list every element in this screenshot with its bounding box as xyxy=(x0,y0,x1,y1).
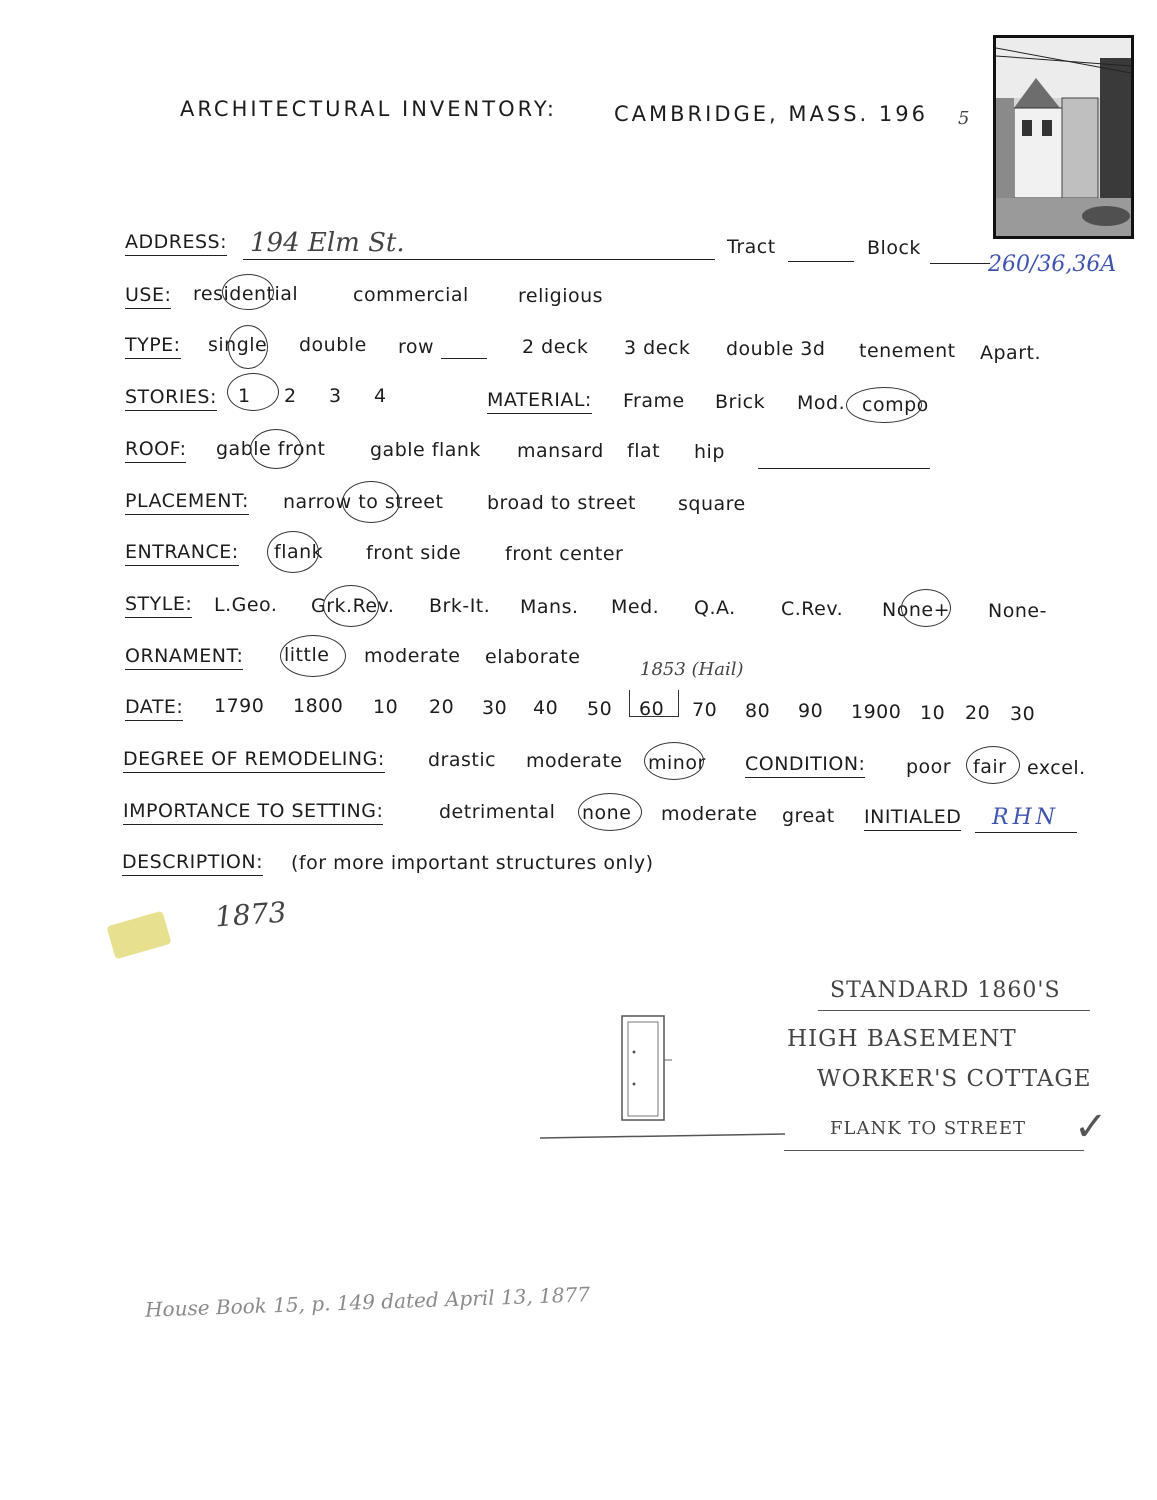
remodeling-minor: minor xyxy=(648,752,706,774)
placement-broad: broad to street xyxy=(487,492,637,514)
use-commercial: commercial xyxy=(353,284,469,306)
stories-4: 4 xyxy=(374,385,387,407)
style-grkrev-circle xyxy=(323,585,379,627)
style-none-plus: None+ xyxy=(882,599,950,621)
style-grkrev: Grk.Rev. xyxy=(311,595,395,617)
remodeling-selected-circle xyxy=(644,742,704,780)
date-1930: 30 xyxy=(1010,703,1036,725)
note-high-basement: HIGH BASEMENT xyxy=(787,1026,1017,1052)
house-illustration xyxy=(996,38,1131,236)
material-label: MATERIAL: xyxy=(487,389,592,414)
use-label: USE: xyxy=(125,284,171,309)
date-1790: 1790 xyxy=(214,695,265,717)
use-residential: residential xyxy=(193,283,299,305)
type-row-line xyxy=(441,358,487,359)
date-20: 20 xyxy=(429,696,455,718)
door-sketch-icon xyxy=(540,1012,790,1144)
ornament-moderate: moderate xyxy=(364,645,461,667)
type-selected-circle xyxy=(228,325,268,369)
importance-great: great xyxy=(782,805,835,827)
block-label: Block xyxy=(867,237,921,259)
ornament-elaborate: elaborate xyxy=(485,646,581,668)
date-label: DATE: xyxy=(125,696,183,721)
condition-fair: fair xyxy=(973,756,1007,778)
address-line xyxy=(243,259,715,260)
importance-moderate: moderate xyxy=(661,803,758,825)
condition-poor: poor xyxy=(906,756,952,778)
tract-label: Tract xyxy=(727,236,776,258)
block-line xyxy=(930,263,990,264)
checkmark-icon: ✓ xyxy=(1074,1104,1108,1150)
date-10: 10 xyxy=(373,696,399,718)
remodeling-drastic: drastic xyxy=(428,749,497,771)
date-90: 90 xyxy=(798,700,824,722)
note-standard: STANDARD 1860'S xyxy=(830,978,1061,1003)
roof-flat: flat xyxy=(627,440,661,462)
year-mark: 5 xyxy=(958,108,970,129)
type-single: single xyxy=(208,334,268,356)
style-label: STYLE: xyxy=(125,593,192,618)
style-brkit: Brk-It. xyxy=(429,595,491,617)
date-80: 80 xyxy=(745,700,771,722)
condition-excel: excel. xyxy=(1027,757,1086,779)
roof-hip: hip xyxy=(694,441,725,463)
importance-selected-circle xyxy=(578,793,642,831)
stories-3: 3 xyxy=(329,385,342,407)
type-double: double xyxy=(299,334,367,356)
style-lgeo: L.Geo. xyxy=(214,594,278,616)
date-1800: 1800 xyxy=(293,695,344,717)
ornament-little: little xyxy=(284,644,330,666)
condition-selected-circle xyxy=(966,746,1020,784)
roof-other-line xyxy=(758,468,930,469)
initialed-value: RHN xyxy=(992,805,1059,830)
footer-note: House Book 15, p. 149 dated April 13, 1877 xyxy=(144,1282,591,1322)
use-selected-circle xyxy=(222,274,274,310)
ornament-label: ORNAMENT: xyxy=(125,645,243,670)
entrance-label: ENTRANCE: xyxy=(125,541,239,566)
stories-label: STORIES: xyxy=(125,386,217,411)
placement-label: PLACEMENT: xyxy=(125,490,249,515)
roof-gable-flank: gable flank xyxy=(370,439,481,461)
date-70: 70 xyxy=(692,699,718,721)
address-label: ADDRESS: xyxy=(125,231,227,256)
initialed-line xyxy=(975,832,1077,833)
description-hint: (for more important structures only) xyxy=(291,852,654,874)
remodeling-label: DEGREE OF REMODELING: xyxy=(123,748,385,773)
remodeling-moderate: moderate xyxy=(526,750,623,772)
material-compo: compo xyxy=(862,394,929,416)
date-selected-bracket xyxy=(629,690,679,717)
stories-selected-circle xyxy=(227,373,279,411)
style-qa: Q.A. xyxy=(694,597,736,619)
material-brick: Brick xyxy=(715,391,766,413)
placement-square: square xyxy=(678,493,746,515)
type-tenement: tenement xyxy=(859,340,956,362)
stories-1: 1 xyxy=(238,385,251,407)
style-none-plus-circle xyxy=(901,589,951,627)
style-none-minus: None- xyxy=(988,600,1047,622)
note-workers-cottage: WORKER'S COTTAGE xyxy=(817,1066,1092,1092)
roof-label: ROOF: xyxy=(125,438,186,463)
date-50: 50 xyxy=(587,698,613,720)
date-note: 1853 (Hail) xyxy=(640,659,744,680)
entrance-selected-circle xyxy=(267,531,319,573)
date-1900: 1900 xyxy=(851,701,902,723)
initialed-label: INITIALED xyxy=(864,806,961,831)
stories-2: 2 xyxy=(284,385,297,407)
ornament-selected-circle xyxy=(280,635,346,677)
material-frame: Frame xyxy=(623,390,685,412)
material-mod: Mod. xyxy=(797,392,846,414)
description-year: 1873 xyxy=(213,895,288,934)
house-photo xyxy=(993,35,1134,239)
style-mans: Mans. xyxy=(520,596,579,618)
type-label: TYPE: xyxy=(125,334,181,359)
form-title: ARCHITECTURAL INVENTORY: xyxy=(180,97,557,121)
tape-fragment xyxy=(106,911,171,960)
date-60: 60 xyxy=(639,698,665,720)
note-flank: FLANK TO STREET xyxy=(830,1118,1027,1139)
roof-mansard: mansard xyxy=(517,440,604,462)
type-apart: Apart. xyxy=(980,342,1042,364)
tract-line xyxy=(788,261,854,262)
use-religious: religious xyxy=(518,285,604,307)
date-40: 40 xyxy=(533,697,559,719)
placement-narrow: narrow to street xyxy=(283,491,444,513)
block-value: 260/36,36A xyxy=(988,252,1117,277)
entrance-flank: flank xyxy=(274,541,324,563)
type-2-deck: 2 deck xyxy=(522,336,589,358)
roof-selected-circle xyxy=(250,429,302,469)
placement-selected-circle xyxy=(342,481,400,523)
address-value: 194 Elm St. xyxy=(250,228,405,258)
type-row: row xyxy=(398,336,435,358)
roof-gable-front: gable front xyxy=(216,438,326,460)
note-line-2 xyxy=(784,1150,1084,1151)
entrance-front-side: front side xyxy=(366,542,462,564)
style-med: Med. xyxy=(611,596,660,618)
importance-none: none xyxy=(582,802,632,824)
form-location: CAMBRIDGE, MASS. 196 xyxy=(614,102,928,126)
style-crev: C.Rev. xyxy=(781,598,844,620)
date-30: 30 xyxy=(482,697,508,719)
importance-detrimental: detrimental xyxy=(439,801,556,823)
importance-label: IMPORTANCE TO SETTING: xyxy=(123,800,383,825)
type-double-3d: double 3d xyxy=(726,338,826,360)
date-1910: 10 xyxy=(920,702,946,724)
entrance-front-center: front center xyxy=(505,543,624,565)
type-3-deck: 3 deck xyxy=(624,337,691,359)
condition-label: CONDITION: xyxy=(745,753,865,778)
material-selected-circle xyxy=(846,387,922,423)
description-label: DESCRIPTION: xyxy=(122,851,263,876)
note-line-1 xyxy=(818,1010,1090,1011)
date-1920: 20 xyxy=(965,702,991,724)
